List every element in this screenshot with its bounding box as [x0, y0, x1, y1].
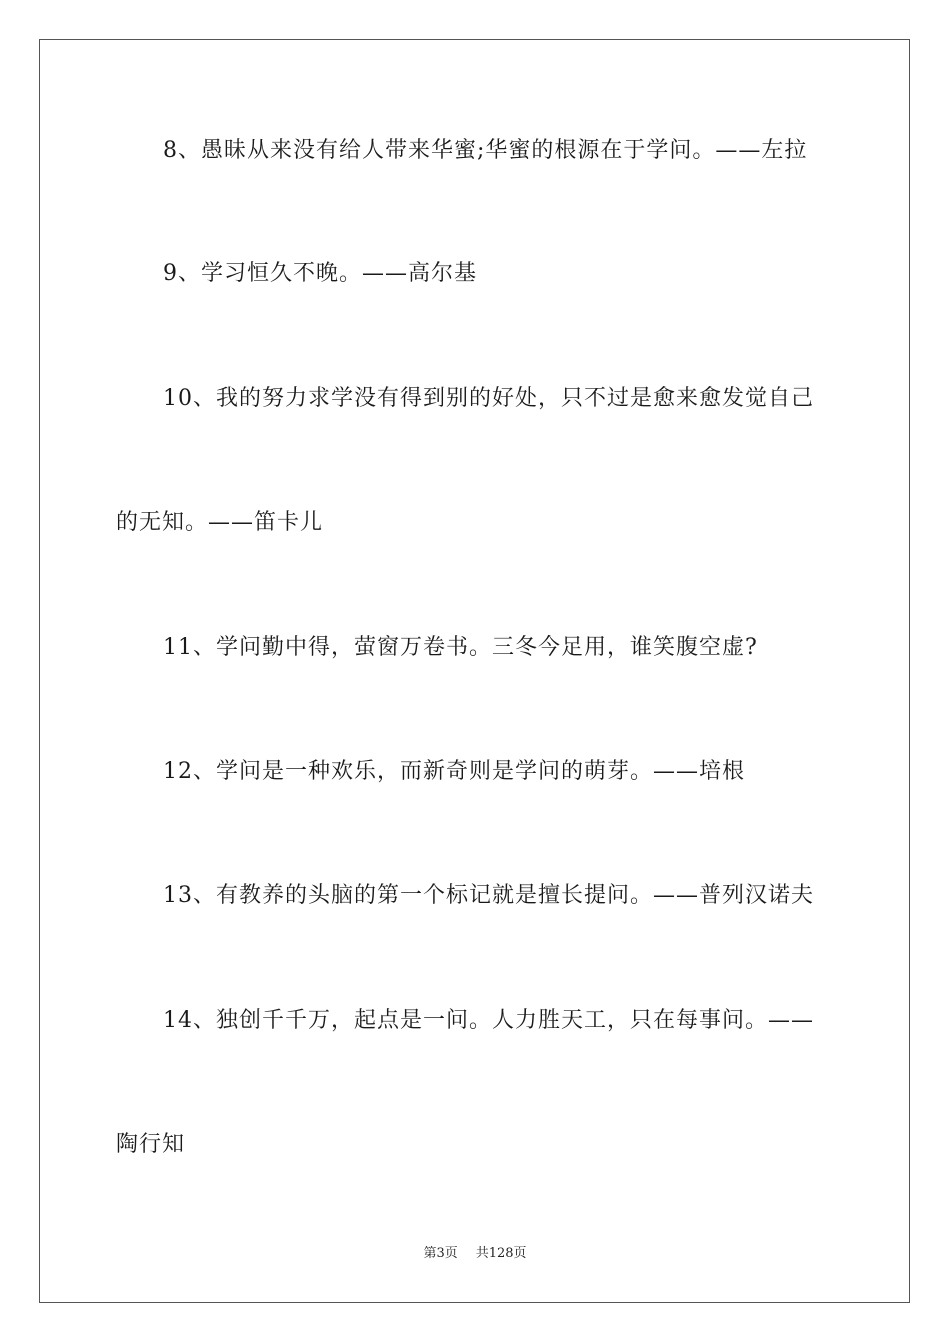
quote-11-line-1: 11、学问勤中得，萤窗万卷书。三冬今足用，谁笑腹空虚?: [163, 635, 758, 660]
quote-12-line-1: 12、学问是一种欢乐，而新奇则是学问的萌芽。——培根: [163, 759, 745, 784]
quote-14-line-1: 14、独创千千万，起点是一问。人力胜天工，只在每事问。——: [163, 1008, 814, 1033]
quote-10-line-2: 的无知。——笛卡儿: [116, 510, 324, 535]
quote-9-line-1: 9、学习恒久不晚。——高尔基: [163, 261, 477, 286]
quote-10-line-1: 10、我的努力求学没有得到别的好处，只不过是愈来愈发觉自己: [163, 386, 814, 411]
quote-14-line-2: 陶行知: [116, 1132, 186, 1157]
quote-8-line-1: 8、愚昧从来没有给人带来华蜜;华蜜的根源在于学问。——左拉: [163, 138, 808, 163]
page-number: 第3页: [423, 1246, 458, 1261]
quote-13-line-1: 13、有教养的头脑的第一个标记就是擅长提问。——普列汉诺夫: [163, 883, 814, 908]
page-footer: [0, 1245, 950, 1263]
total-pages: 共128页: [475, 1246, 527, 1261]
page-border: [39, 39, 910, 1303]
